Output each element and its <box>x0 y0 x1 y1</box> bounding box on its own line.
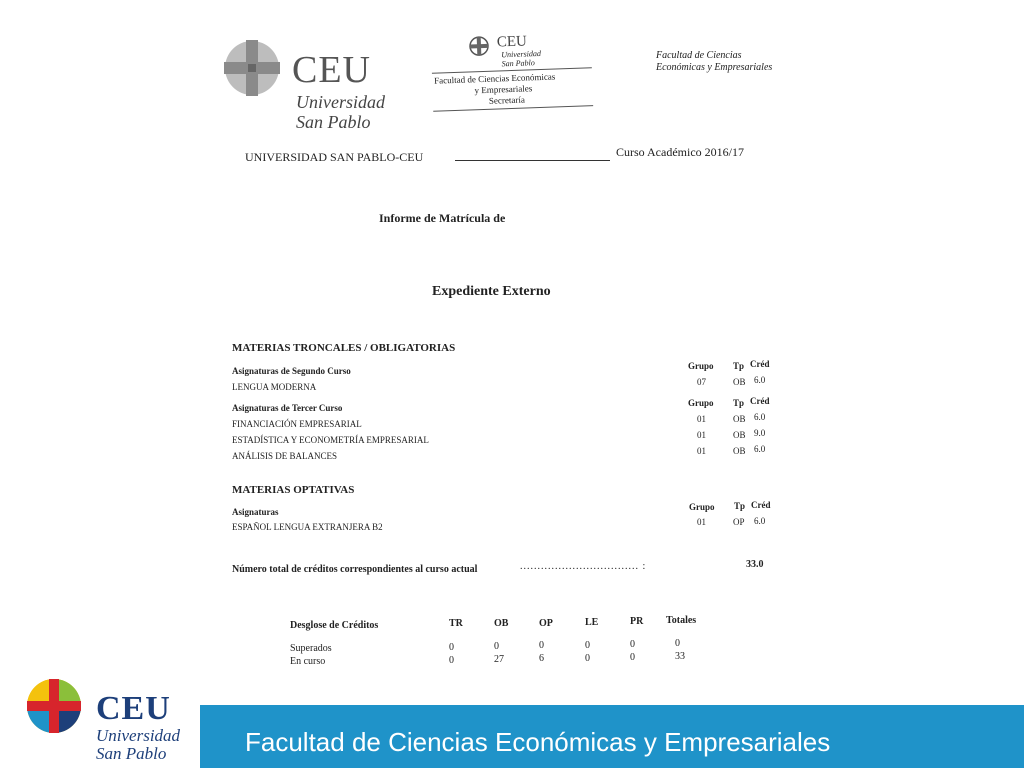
stamp-univ1: Universidad <box>501 48 542 60</box>
stamp-line3: Secretaría <box>488 94 526 106</box>
header-logo-univ-line1: Universidad <box>296 92 385 112</box>
breakdown-cell: 0 <box>539 640 544 651</box>
subject-type: OB <box>733 430 746 440</box>
col-cred-header: Créd <box>751 500 771 510</box>
subject-name: ANÁLISIS DE BALANCES <box>232 451 338 461</box>
subject-credits: 6.0 <box>754 412 766 422</box>
footer-logo-univ-line1: Universidad <box>96 726 181 745</box>
breakdown-cell: 33 <box>675 651 685 662</box>
stamp-rule-bottom <box>433 105 593 112</box>
breakdown-cell: 0 <box>585 640 590 651</box>
breakdown-cell: 0 <box>630 652 635 663</box>
breakdown-cell: 6 <box>539 653 544 664</box>
breakdown-col-le: LE <box>585 617 599 628</box>
record-title: Expediente Externo <box>432 284 551 299</box>
section-core-title: MATERIAS TRONCALES / OBLIGATORIAS <box>232 342 456 354</box>
col-tp-header: Tp <box>733 361 745 371</box>
breakdown-col-pr: PR <box>630 616 644 627</box>
footer-title: Facultad de Ciencias Económicas y Empresariales <box>245 727 831 757</box>
heading-third-year: Asignaturas de Tercer Curso <box>232 403 343 413</box>
subject-credits: 6.0 <box>754 516 766 526</box>
university-name: UNIVERSIDAD SAN PABLO-CEU <box>245 150 424 164</box>
breakdown-title: Desglose de Créditos <box>290 620 379 631</box>
stamp-line2: y Empresariales <box>474 83 533 96</box>
subject-type: OP <box>733 517 745 527</box>
breakdown-col-totals: Totales <box>666 615 697 626</box>
subject-type: OB <box>733 414 746 424</box>
breakdown-row-label: En curso <box>290 656 326 667</box>
stamp-cross-icon <box>467 35 492 58</box>
col-cred-header: Créd <box>750 396 770 406</box>
total-credits-leader: .................................. : <box>520 561 647 572</box>
header-logo-university <box>296 92 385 132</box>
total-credits-label: Número total de créditos correspondientes al curso actual <box>232 564 478 575</box>
breakdown-cell: 0 <box>675 638 680 649</box>
col-cred-header: Créd <box>750 359 770 369</box>
ceu-color-logo-icon <box>26 678 82 734</box>
subject-group: 01 <box>697 430 706 440</box>
subject-name: LENGUA MODERNA <box>232 382 317 392</box>
subject-type: OB <box>733 446 746 456</box>
subject-name: FINANCIACIÓN EMPRESARIAL <box>232 419 362 429</box>
subject-group: 01 <box>697 414 706 424</box>
footer-logo-univ-line2: San Pablo <box>96 744 167 763</box>
col-group-header: Grupo <box>688 361 714 371</box>
heading-second-year: Asignaturas de Segundo Curso <box>232 366 351 376</box>
breakdown-col-ob: OB <box>494 618 509 629</box>
breakdown-cell: 0 <box>449 642 454 653</box>
faculty-line2: Económicas y Empresariales <box>656 62 773 73</box>
stamp-line1: Facultad de Ciencias Económicas <box>434 71 556 86</box>
report-title: Informe de Matrícula de <box>379 211 506 225</box>
subject-group: 01 <box>697 446 706 456</box>
subject-credits: 6.0 <box>754 444 766 454</box>
ceu-cross-logo-icon <box>222 38 282 98</box>
footer-bar <box>200 705 1024 768</box>
section-optional-title: MATERIAS OPTATIVAS <box>232 484 355 496</box>
subject-group: 07 <box>697 377 706 387</box>
breakdown-row-label: Superados <box>290 643 332 654</box>
breakdown-cell: 0 <box>449 655 454 666</box>
subject-name: ESPAÑOL LENGUA EXTRANJERA B2 <box>232 522 383 532</box>
col-group-header: Grupo <box>689 502 715 512</box>
col-tp-header: Tp <box>734 501 746 511</box>
total-credits-value: 33.0 <box>746 559 764 570</box>
col-group-header: Grupo <box>688 398 714 408</box>
subject-name: ESTADÍSTICA Y ECONOMETRÍA EMPRESARIAL <box>232 435 429 445</box>
breakdown-col-op: OP <box>539 618 553 629</box>
faculty-line1: Facultad de Ciencias <box>656 50 742 61</box>
breakdown-cell: 0 <box>494 641 499 652</box>
stamp-ceu: CEU <box>496 33 528 51</box>
subject-group: 01 <box>697 517 706 527</box>
breakdown-col-tr: TR <box>449 618 463 629</box>
heading-subjects: Asignaturas <box>232 507 279 517</box>
breakdown-cell: 0 <box>630 639 635 650</box>
breakdown-cell: 0 <box>585 653 590 664</box>
academic-year: Curso Académico 2016/17 <box>616 145 744 159</box>
secretaria-stamp <box>431 31 594 117</box>
subject-credits: 6.0 <box>754 375 766 385</box>
university-underline <box>455 160 610 161</box>
header-logo-ceu: CEU <box>292 49 371 91</box>
breakdown-cell: 27 <box>494 654 504 665</box>
footer-logo-ceu: CEU <box>96 690 171 727</box>
col-tp-header: Tp <box>733 398 745 408</box>
footer-logo-university <box>96 727 180 763</box>
header-logo-univ-line2: San Pablo <box>296 112 371 132</box>
stamp-univ2: San Pablo <box>501 58 535 69</box>
subject-credits: 9.0 <box>754 428 766 438</box>
subject-type: OB <box>733 377 746 387</box>
